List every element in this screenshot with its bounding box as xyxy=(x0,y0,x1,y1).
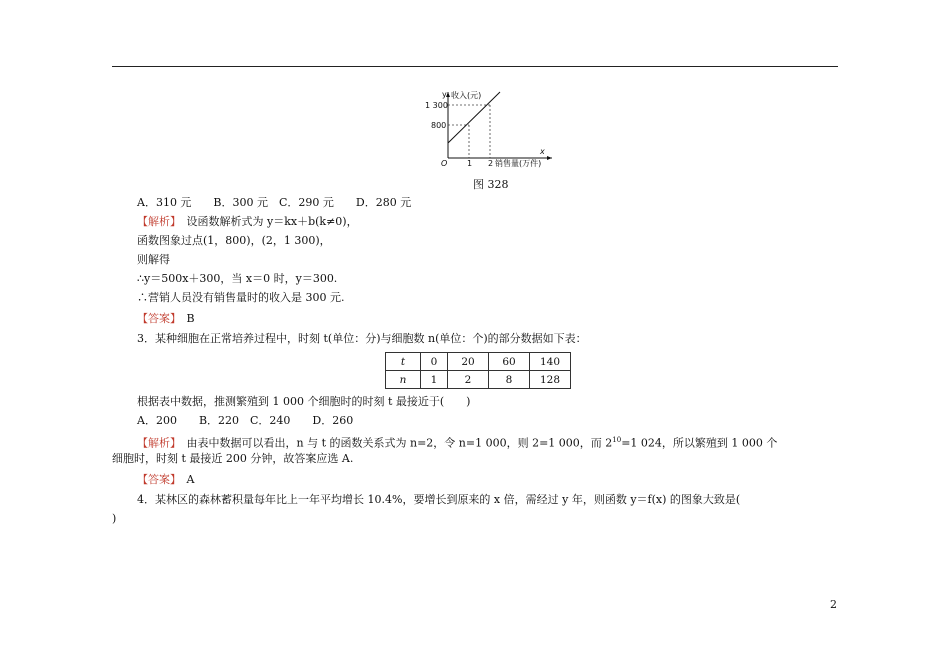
x-tick-1: 1 xyxy=(467,159,473,168)
q2-line2: 函数图象过点(1，800)，(2，1 300)， xyxy=(137,234,331,247)
answer-text: A xyxy=(175,473,195,486)
answer-text: B xyxy=(175,312,195,325)
table-cell: 140 xyxy=(530,353,571,371)
exponent: 10 xyxy=(612,436,622,444)
y-axis-label: 收入(元) xyxy=(451,91,482,100)
q2-analysis-line xyxy=(137,215,358,229)
q3-question: 根据表中数据，推测繁殖到 1 000 个细胞时的时刻 t 最接近于( ) xyxy=(137,395,471,408)
q2-line5: ∴营销人员没有销售量时的收入是 300 元. xyxy=(137,291,345,304)
q2-answer-line xyxy=(137,312,195,326)
analysis-text: 设函数解析式为 y＝kx＋b(k≠0)， xyxy=(175,215,358,228)
x-tick-2: 2 xyxy=(488,159,494,168)
answer-tag: 【答案】 xyxy=(137,473,176,486)
table-cell: 128 xyxy=(530,371,571,389)
x-axis-label: 销售量(万件) xyxy=(495,159,542,168)
analysis-text: 由表中数据可以看出，n 与 t 的函数关系式为 n=2，令 n=1 000，则 2=1 000，而 2 xyxy=(175,436,613,450)
table-cell: 2 xyxy=(448,371,489,389)
q2-options: A．310 元 B．300 元 C．290 元 D．280 元 xyxy=(137,196,412,209)
cell-data-table xyxy=(385,352,571,389)
y-tick-800: 800 xyxy=(431,121,447,130)
page-number: 2 xyxy=(830,598,837,611)
q2-line4: ∴y＝500x＋300，当 x＝0 时，y＝300. xyxy=(137,272,338,285)
y-tick-1300: 1 300 xyxy=(425,101,448,110)
sales-income-graph xyxy=(420,88,560,168)
q3-answer-line xyxy=(137,473,194,487)
table-header-n: n xyxy=(399,373,407,386)
q4-line2: ) xyxy=(112,512,117,525)
table-row xyxy=(386,353,571,371)
x-arrow-icon xyxy=(547,156,552,160)
q3-options: A．200 B．220 C．240 D．260 xyxy=(137,414,354,427)
q3-analysis-line xyxy=(137,433,777,451)
table-cell: 60 xyxy=(489,353,530,371)
answer-tag: 【答案】 xyxy=(137,312,176,325)
table-cell: 1 xyxy=(421,371,448,389)
table-cell: 8 xyxy=(489,371,530,389)
y-symbol: y xyxy=(442,90,447,99)
table-cell: 20 xyxy=(448,353,489,371)
analysis-text-cont: =1 024，所以繁殖到 1 000 个 xyxy=(621,436,778,450)
table-cell: 0 xyxy=(421,353,448,371)
header-rule xyxy=(112,66,838,67)
x-symbol: x xyxy=(540,147,545,156)
q4-line1: 4．某林区的森林蓄积量每年比上一年平均增长 10.4%，要增长到原来的 x 倍，需经过 y 年，则函数 y＝f(x) 的图象大致是( xyxy=(137,493,741,506)
analysis-tag: 【解析】 xyxy=(137,215,176,228)
figure-caption: 图 328 xyxy=(473,178,509,191)
table-row xyxy=(386,371,571,389)
origin-label: O xyxy=(441,159,448,168)
q3-analysis-line2: 细胞时，时刻 t 最接近 200 分钟，故答案应选 A. xyxy=(112,452,354,465)
analysis-tag: 【解析】 xyxy=(137,436,176,450)
q3-stem: 3．某种细胞在正常培养过程中，时刻 t(单位：分)与细胞数 n(单位：个)的部分数据如下表： xyxy=(137,332,587,345)
table-header-t: t xyxy=(400,355,406,368)
q2-line3: 则解得 xyxy=(137,253,170,266)
